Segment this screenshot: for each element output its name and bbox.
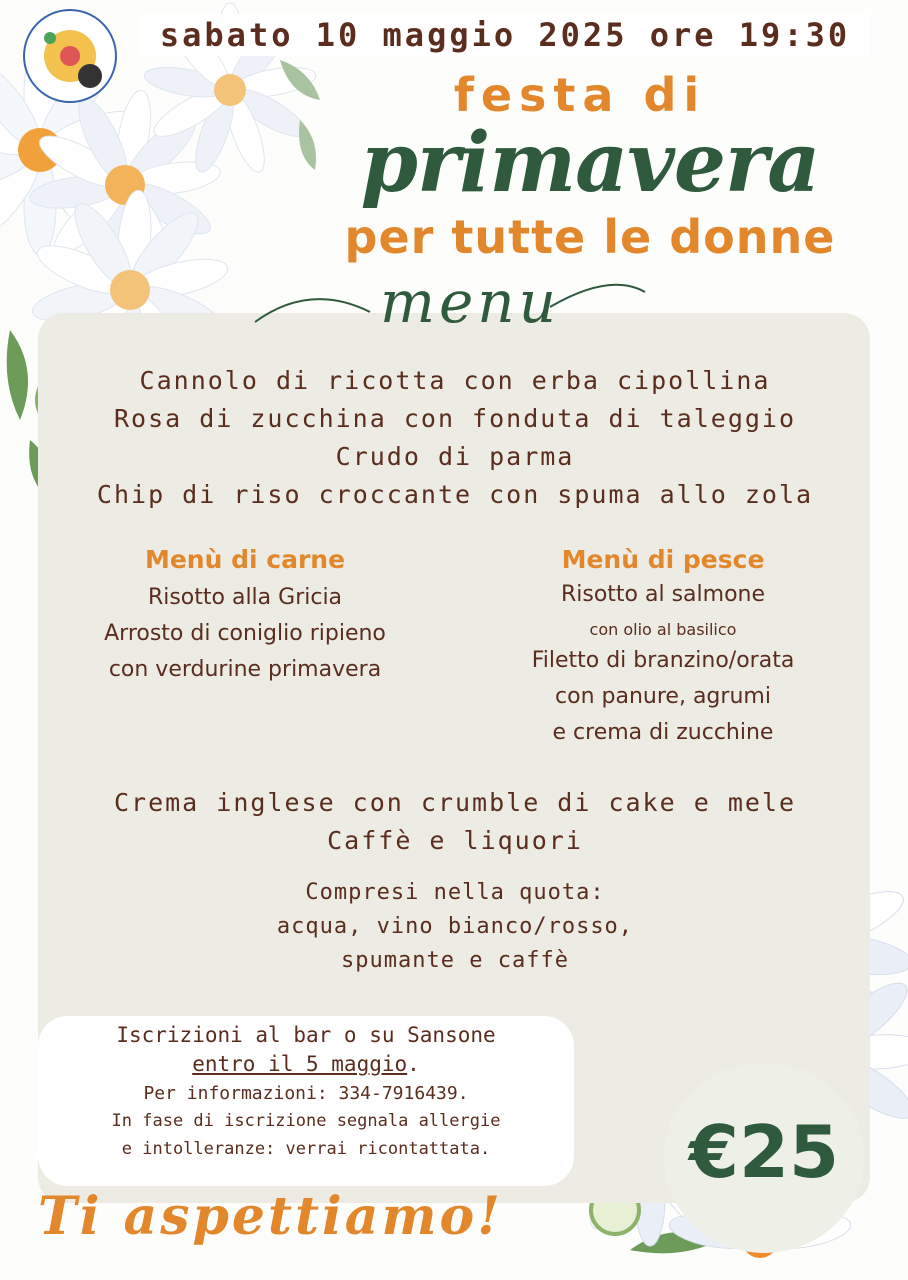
menu-pesce-item: con olio al basilico <box>589 620 737 639</box>
price-value: €25 <box>688 1110 840 1194</box>
closing-text: Ti aspettiamo! <box>38 1186 503 1247</box>
dessert-item: Crema inglese con crumble di cake e mele <box>113 788 797 817</box>
info-deadline <box>38 1052 574 1076</box>
subtitle-donne: per tutte le donne <box>344 210 836 264</box>
title-primavera: primavera <box>360 115 820 211</box>
included-line: Compresi nella quota: <box>305 880 605 905</box>
menu-carne-title: Menù di carne <box>144 545 346 574</box>
menu-carne-item: con verdurine primavera <box>108 657 382 682</box>
antipasto-item: Chip di riso croccante con spuma allo zola <box>96 480 814 509</box>
menu-pesce-title: Menù di pesce <box>561 545 765 574</box>
deadline-text: entro il 5 maggio <box>192 1052 408 1076</box>
antipasto-item: Crudo di parma <box>335 442 575 471</box>
menu-carne-item: Arrosto di coniglio ripieno <box>104 621 386 646</box>
info-line: e intolleranze: verrai ricontattata. <box>121 1139 491 1159</box>
title-festa-di: festa di <box>453 68 707 122</box>
deadline-period: . <box>407 1052 420 1076</box>
menu-pesce-item: e crema di zucchine <box>552 720 774 745</box>
menu-pesce-item: Filetto di branzino/orata <box>531 648 795 673</box>
menu-pesce-item: con panure, agrumi <box>555 684 771 709</box>
info-line: Iscrizioni al bar o su Sansone <box>116 1023 496 1047</box>
event-date: sabato 10 maggio 2025 ore 19:30 <box>140 14 870 56</box>
included-line: spumante e caffè <box>341 948 569 973</box>
menu-carne-item: Risotto alla Gricia <box>147 585 343 610</box>
antipasto-item: Rosa di zucchina con fonduta di taleggio <box>113 404 797 433</box>
info-line: In fase di iscrizione segnala allergie <box>111 1111 501 1131</box>
menu-pesce-item: Risotto al salmone <box>560 582 766 607</box>
dessert-item: Caffè e liquori <box>327 826 583 855</box>
info-phone: Per informazioni: 334-7916439. <box>143 1083 469 1104</box>
oratorio-logo <box>20 6 120 106</box>
antipasto-item: Cannolo di ricotta con erba cipollina <box>139 366 771 395</box>
included-line: acqua, vino bianco/rosso, <box>276 914 634 939</box>
menu-heading: menu <box>379 268 561 336</box>
